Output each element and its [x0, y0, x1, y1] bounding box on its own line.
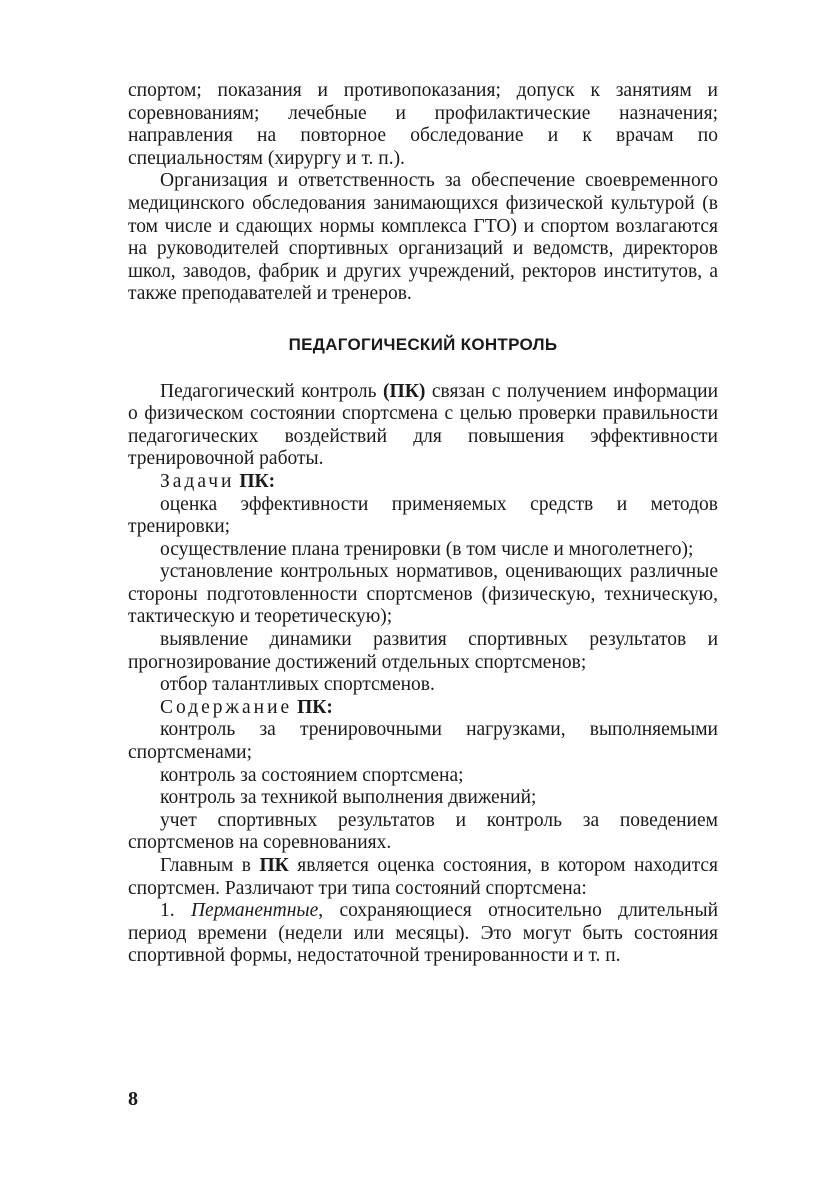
- main-text-start: Главным в: [160, 855, 260, 876]
- permanent-number: 1.: [160, 900, 191, 922]
- task-item: осуществление плана тренировки (в том числе и многолетнего);: [160, 538, 694, 560]
- tasks-label: Задачи: [160, 470, 235, 492]
- content-label: Содержание: [160, 696, 293, 718]
- permanent-term: Перманентные: [190, 900, 319, 922]
- tasks-abbreviation: ПК:: [239, 470, 276, 492]
- permanent-state-paragraph: [128, 900, 718, 968]
- task-item: отбор талантливых спортсменов.: [160, 674, 435, 696]
- definition-paragraph: [128, 381, 718, 471]
- page-body: [128, 80, 718, 968]
- main-assessment-paragraph: [128, 855, 718, 900]
- content-heading: [128, 697, 718, 720]
- task-item: выявление динамики развития спортивных результатов и прогнозирование достижений отдельных спортсменов;: [128, 629, 718, 673]
- content-abbreviation: ПК:: [297, 696, 333, 718]
- organization-paragraph: Организация и ответственность за обеспечение своевременного медицинского обследования занимающихся физической культурой (в том числе и сдающих нормы комплекса ГТО) и спортом возлагаются на руководителей спортивных организаций и ведомств, директоров школ, заводов, фабрик и других учреждений, ректоров институтов, а также преподавателей и тренеров.: [128, 170, 718, 305]
- content-item: контроль за состоянием спортсмена;: [160, 764, 464, 786]
- permanent-description: , сохраняющиеся относительно длительный период времени (недели или месяцы). Это могут быть состояния спортивной формы, недостаточной тренированности и т. п.: [128, 900, 719, 967]
- definition-abbreviation: (ПК): [383, 380, 426, 402]
- intro-continuation-paragraph: спортом; показания и противопоказания; допуск к занятиям и соревнованиям; лечебные и профилактические назначения; направления на повторное обследование и к врачам по специальностям (хирургу и т. п.).: [128, 80, 718, 169]
- definition-text-start: Педагогический контроль: [160, 380, 384, 402]
- task-item: установление контрольных нормативов, оценивающих различные стороны подготовленности спортсменов (физическую, техническую, тактическую и теоретическую);: [128, 561, 718, 628]
- content-item: контроль за техникой выполнения движений;: [160, 787, 537, 809]
- main-text-end: является оценка состояния, в котором находится спортсмен. Различают три типа состояний спортсмена:: [128, 855, 718, 899]
- definition-text-end: связан с получением информации о физическом состоянии спортсмена с целью проверки правильности педагогических воздействий для повышения эффективности тренировочной работы.: [128, 380, 719, 470]
- task-item: оценка эффективности применяемых средств и методов тренировки;: [128, 493, 718, 538]
- page-number: 8: [128, 1088, 138, 1110]
- tasks-heading: [128, 471, 718, 494]
- main-abbreviation: ПК: [259, 855, 289, 876]
- section-heading: ПЕДАГОГИЧЕСКИЙ КОНТРОЛЬ: [288, 334, 558, 354]
- content-item: учет спортивных результатов и контроль за поведением спортсменов на соревнованиях.: [128, 809, 718, 854]
- content-item: контроль за тренировочными нагрузками, выполняемыми спортсменами;: [128, 719, 718, 764]
